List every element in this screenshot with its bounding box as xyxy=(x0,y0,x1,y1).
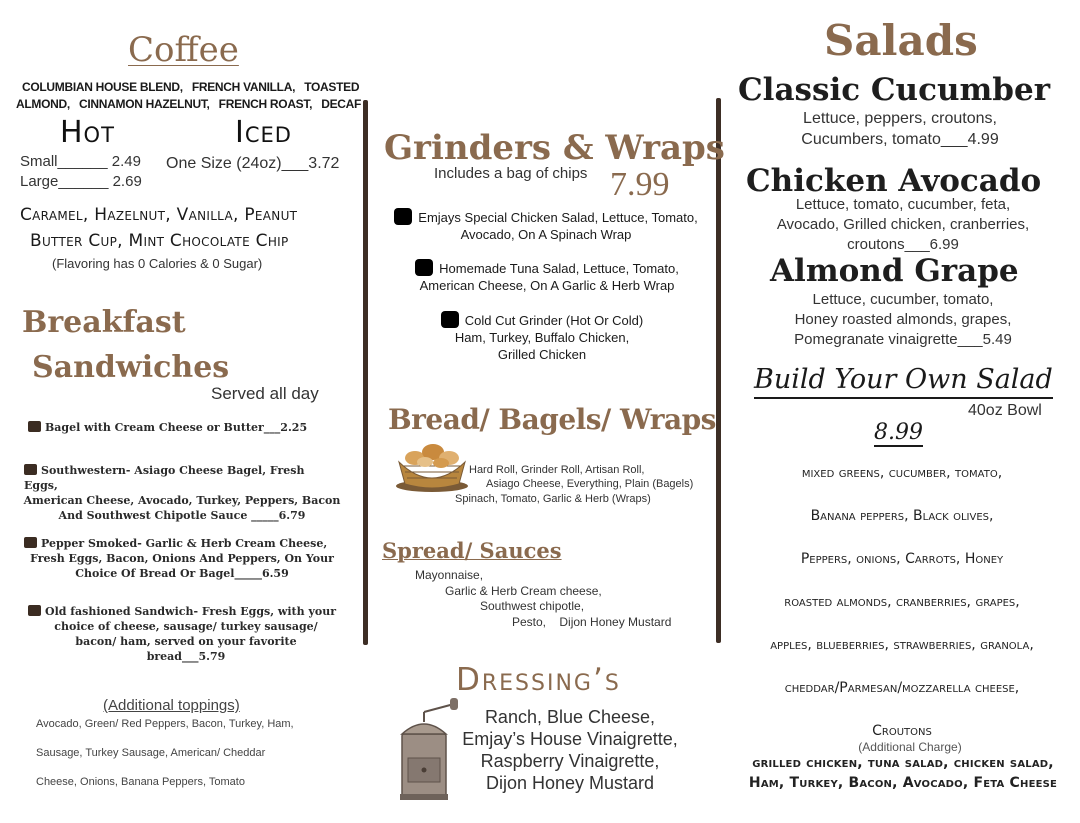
coffee-iced-label: Iced xyxy=(235,115,292,150)
bread-line2: Asiago Cheese, Everything, Plain (Bagels) xyxy=(486,478,694,490)
grinder-item: Cold Cut Grinder (Hot Or Cold) Ham, Turkey, Buffalo Chicken, Grilled Chicken xyxy=(392,311,692,363)
coffee-iced-price: One Size (24oz)___3.72 xyxy=(166,155,340,172)
breakfast-served-note: Served all day xyxy=(211,384,319,403)
toppings-title: (Additional toppings) xyxy=(103,697,240,714)
dressing-item: Ranch, Blue Cheese, xyxy=(484,707,656,727)
column-divider-left xyxy=(363,100,368,645)
coffee-flavors-line1: Caramel, Hazelnut, Vanilla, Peanut xyxy=(20,205,298,225)
breakfast-item: Bagel with Cream Cheese or Butter___2.25 xyxy=(28,420,358,435)
spreads-line3: Southwest chipotle, xyxy=(480,599,585,613)
dressings-title: Dressing’s xyxy=(456,662,621,698)
toppings-line2: Sausage, Turkey Sausage, American/ Cheddar xyxy=(36,747,266,759)
coffee-flavors-line2: Butter Cup, Mint Chocolate Chip xyxy=(30,231,289,251)
additional-charge-line2: Ham, Turkey, Bacon, Avocado, Feta Cheese xyxy=(748,775,1058,791)
breakfast-title-line2: Sandwiches xyxy=(32,350,230,385)
byo-salad-price: 8.99 xyxy=(874,420,923,445)
bullet-icon xyxy=(28,605,41,616)
bread-line1: Hard Roll, Grinder Roll, Artisan Roll, xyxy=(469,464,645,476)
almond-grape-desc: Lettuce, cucumber, tomato, Honey roasted almonds, grapes, Pomegranate vinaigrette___5.49 xyxy=(794,291,1012,348)
grinders-title: Grinders & Wraps xyxy=(384,128,725,168)
spreads-line1: Mayonnaise, xyxy=(415,568,484,582)
bullet-icon xyxy=(24,464,37,475)
spreads-line2: Garlic & Herb Cream cheese, xyxy=(445,584,602,598)
dressing-item: Dijon Honey Mustard xyxy=(485,773,655,793)
bullet-icon xyxy=(394,208,412,225)
grinders-price: 7.99 xyxy=(610,166,670,203)
breakfast-title-line1: Breakfast xyxy=(22,305,186,340)
coffee-flavor-note: (Flavoring has 0 Calories & 0 Sugar) xyxy=(52,256,263,271)
breakfast-item: Pepper Smoked- Garlic & Herb Cream Cheese, Fresh Eggs, Bacon, Onions And Peppers, On Your Choice Of Bread Or Bagel_____6.59 xyxy=(22,536,342,581)
additional-charge-title: (Additional Charge) xyxy=(858,740,962,754)
coffee-large-price: Large______ 2.69 xyxy=(20,173,142,190)
bullet-icon xyxy=(415,259,433,276)
coffee-blends-line2: ALMOND, CINNAMON HAZELNUT, FRENCH ROAST, DECAF xyxy=(16,97,362,111)
salads-title: Salads xyxy=(824,16,978,65)
coffee-title: Coffee xyxy=(128,30,239,70)
grinder-item: Emjays Special Chicken Salad, Lettuce, Tomato, Avocado, On A Spinach Wrap xyxy=(376,208,716,243)
additional-charge-line1: grilled chicken, tuna salad, chicken salad, xyxy=(752,755,1054,771)
toppings-line3: Cheese, Onions, Banana Peppers, Tomato xyxy=(36,776,245,788)
bread-basket-icon xyxy=(393,436,471,494)
dressing-item: Raspberry Vinaigrette, xyxy=(480,751,660,771)
almond-grape-title: Almond Grape xyxy=(770,253,1019,289)
classic-cucumber-title: Classic Cucumber xyxy=(738,72,1051,108)
dressings-list xyxy=(440,706,700,794)
bread-title: Bread/ Bagels/ Wraps xyxy=(388,403,716,436)
grinders-subtitle: Includes a bag of chips xyxy=(434,165,588,182)
classic-cucumber-desc: Lettuce, peppers, croutons, Cucumbers, tomato___4.99 xyxy=(801,110,999,148)
toppings-line1: Avocado, Green/ Red Peppers, Bacon, Turkey, Ham, xyxy=(36,718,294,730)
breakfast-item: Southwestern- Asiago Cheese Bagel, Fresh Eggs, American Cheese, Avocado, Turkey, Peppers, Bacon And Southwest Chipotle Sauce _____6.79 xyxy=(23,464,341,522)
breakfast-item: Old fashioned Sandwich- Fresh Eggs, with your choice of cheese, sausage/ turkey sausage/ bacon/ ham, served on your favorite bread___5.79 xyxy=(26,604,346,664)
coffee-small-price: Small______ 2.49 xyxy=(20,153,141,170)
byo-salad-size: 40oz Bowl xyxy=(968,402,1042,419)
bullet-icon xyxy=(28,421,41,432)
grinder-item: Homemade Tuna Salad, Lettuce, Tomato, American Cheese, On A Garlic & Herb Wrap xyxy=(382,259,712,294)
bullet-icon xyxy=(24,537,37,548)
byo-salad-title: Build Your Own Salad xyxy=(754,364,1053,399)
dressing-item: Emjay’s House Vinaigrette, xyxy=(462,729,678,749)
coffee-hot-label: Hot xyxy=(60,115,115,150)
chicken-avocado-title: Chicken Avocado xyxy=(746,163,1042,199)
coffee-blends-line1: COLUMBIAN HOUSE BLEND, FRENCH VANILLA, TOASTED xyxy=(22,80,360,94)
bullet-icon xyxy=(441,311,459,328)
spreads-line4: Pesto, Dijon Honey Mustard xyxy=(512,615,672,629)
chicken-avocado-desc: Lettuce, tomato, cucumber, feta, Avocado, Grilled chicken, cranberries, croutons___6.99 xyxy=(776,196,1030,253)
bread-line3: Spinach, Tomato, Garlic & Herb (Wraps) xyxy=(455,493,651,505)
column-divider-right xyxy=(716,98,721,643)
spreads-title: Spread/ Sauces xyxy=(382,538,562,563)
byo-ingredients: mixed greens, cucumber, tomato, Banana peppers, Black olives, Peppers, onions, Carrots, Honey roasted almonds, cranberries, grapes, apples, blueberries, strawberries, granola, cheddar/Parmesan/mozzarella cheese, Croutons xyxy=(770,465,1034,739)
